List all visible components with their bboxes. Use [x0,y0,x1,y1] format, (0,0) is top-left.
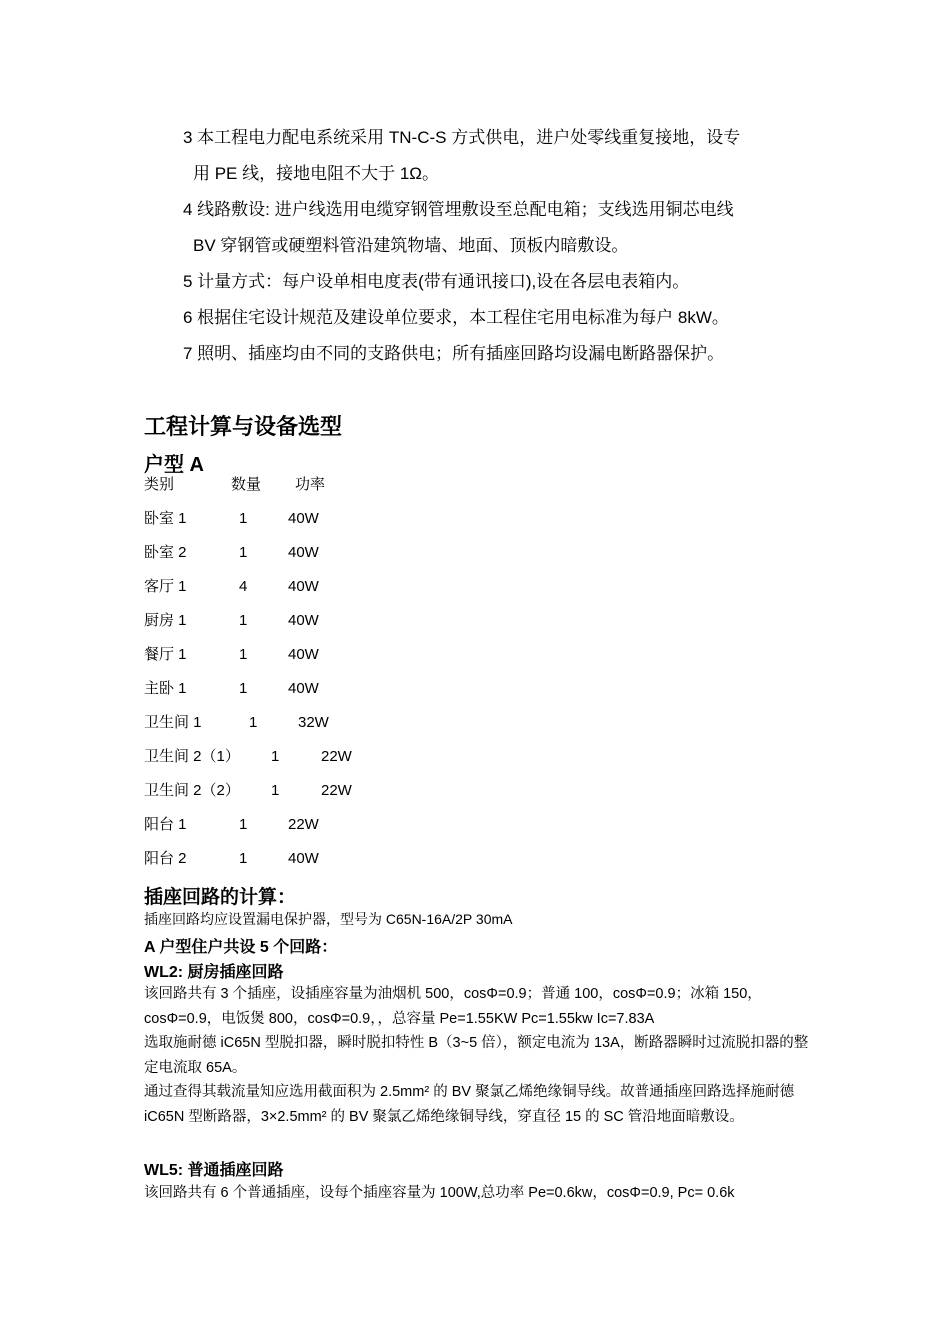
wl5-title: WL5: 普通插座回路 [144,1162,284,1179]
note-3-line2: 用 PE 线，接地电阻不大于 1Ω。 [193,164,440,183]
cell-quantity: 1 [239,510,248,527]
socket-title: 插座回路的计算： [144,887,297,908]
header-category: 类别 [144,476,175,493]
note-4 [183,192,823,264]
note-5-line1: 5 计量方式：每户设单相电度表(带有通讯接口),设在各层电表箱内。 [183,272,690,291]
cell-category: 卧室 1 [144,510,187,527]
cell-quantity: 1 [239,646,248,663]
cell-power: 22W [321,782,352,799]
note-4-line1: 4 线路敷设: 进户线选用电缆穿钢管埋敷设至总配电箱；支线选用铜芯电线 [183,200,734,219]
cell-quantity: 4 [239,578,248,595]
cell-category: 卫生间 2（1） [144,748,240,765]
cell-category: 餐厅 1 [144,646,187,663]
note-3 [183,120,823,192]
note-3-line1: 3 本工程电力配电系统采用 TN-C-S 方式供电，进户处零线重复接地，设专 [183,128,741,147]
circuits-title: A 户型住户共设 5 个回路： [144,939,338,956]
note-4-line2: BV 穿钢管或硬塑料管沿建筑物墙、地面、顶板内暗敷设。 [193,236,629,255]
cell-category: 阳台 2 [144,850,187,867]
cell-power: 40W [288,850,319,867]
cell-quantity: 1 [271,748,280,765]
note-6 [183,300,823,336]
section-title: 工程计算与设备选型 [144,414,343,439]
cell-power: 40W [288,510,319,527]
cell-quantity: 1 [239,680,248,697]
cell-power: 40W [288,646,319,663]
cell-quantity: 1 [249,714,258,731]
header-power: 功率 [295,476,326,493]
cell-category: 卫生间 2（2） [144,782,240,799]
cell-quantity: 1 [239,850,248,867]
wl2-paragraph-3: 通过查得其载流量知应选用截面积为 2.5mm² 的 BV 聚氯乙烯绝缘铜导线。故普通插座回路选择施耐德 iC65N 型断路器，3×2.5mm² 的 BV 聚氯乙烯绝缘铜导线，穿直径 15 的 SC 管沿地面暗敷设。 [144,1084,795,1125]
cell-quantity: 1 [239,612,248,629]
wl2-paragraph-2: 选取施耐德 iC65N 型脱扣器，瞬时脱扣特性 B（3~5 倍），额定电流为 13A，断路器瞬时过流脱扣器的整定电流取 65A。 [144,1035,809,1076]
note-7 [183,336,823,372]
wl2-title: WL2: 厨房插座回路 [144,964,284,981]
cell-power: 32W [298,714,329,731]
cell-power: 22W [288,816,319,833]
cell-category: 卧室 2 [144,544,187,561]
unit-title: 户型 A [144,454,204,476]
note-7-line1: 7 照明、插座均由不同的支路供电；所有插座回路均设漏电断路器保护。 [183,344,725,363]
cell-category: 阳台 1 [144,816,187,833]
wl2-paragraph-1: 该回路共有 3 个插座，设插座容量为油烟机 500，cosΦ=0.9；普通 100，cosΦ=0.9；冰箱 150，cosΦ=0.9，电饭煲 800，cosΦ=0.9，，总容量 Pe=1.55KW Pc=1.55kw Ic=7.83A [144,986,762,1027]
cell-quantity: 1 [239,544,248,561]
socket-intro: 插座回路均应设置漏电保护器，型号为 C65N-16A/2P 30mA [144,911,513,927]
cell-category: 客厅 1 [144,578,187,595]
cell-category: 厨房 1 [144,612,187,629]
cell-quantity: 1 [271,782,280,799]
wl5-paragraph-1: 该回路共有 6 个普通插座，设每个插座容量为 100W,总功率 Pe=0.6kw，cosΦ=0.9, Pc= 0.6k [144,1185,735,1201]
cell-power: 40W [288,544,319,561]
cell-quantity: 1 [239,816,248,833]
note-5 [183,264,823,300]
cell-power: 40W [288,680,319,697]
note-6-line1: 6 根据住宅设计规范及建设单位要求，本工程住宅用电标准为每户 8kW。 [183,308,729,327]
cell-category: 卫生间 1 [144,714,202,731]
cell-power: 40W [288,578,319,595]
cell-category: 主卧 1 [144,680,187,697]
header-quantity: 数量 [231,476,262,493]
cell-power: 40W [288,612,319,629]
cell-power: 22W [321,748,352,765]
